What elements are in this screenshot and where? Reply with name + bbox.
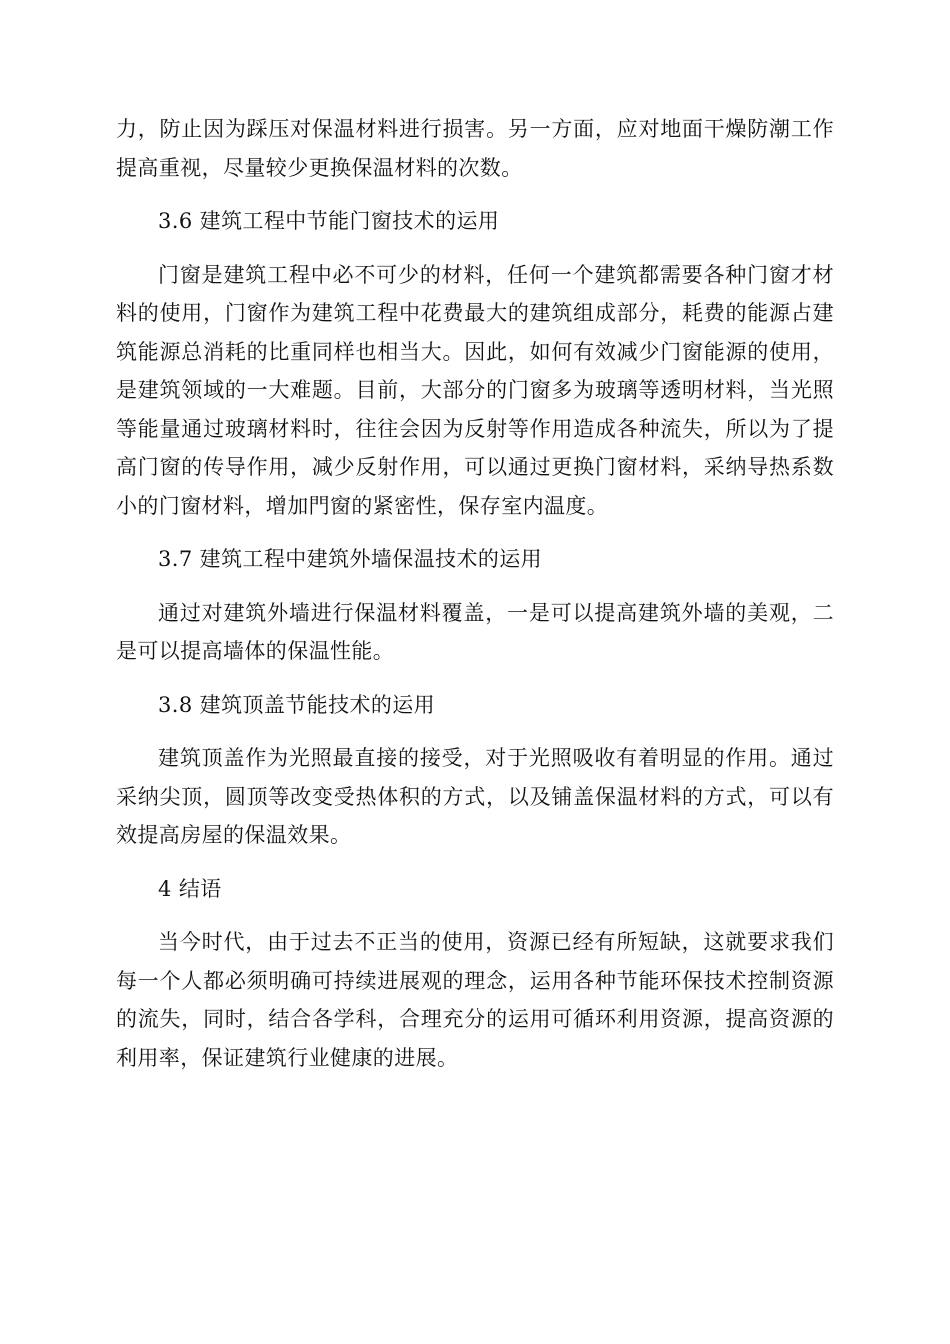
paragraph-exterior-wall: 通过对建筑外墙进行保温材料覆盖，一是可以提高建筑外墙的美观，二是可以提高墙体的保温性能。 bbox=[116, 600, 834, 663]
section-heading-3-6: 3.6 建筑工程中节能门窗技术的运用 bbox=[158, 209, 500, 233]
section-heading-3-8: 3.8 建筑顶盖节能技术的运用 bbox=[158, 692, 436, 717]
paragraph-conclusion: 当今时代，由于过去不正当的使用，资源已经有所短缺，这就要求我们每一个人都必须明确可持续进展观的理念，运用各种节能环保技术控制资源的流失，同时，结合各学科，合理充分的运用可循环利用资源，提高资源的利用率，保证建筑行业健康的进展。 bbox=[116, 930, 834, 1070]
paragraph-continuation: 力，防止因为踩压对保温材料进行损害。另一方面，应对地面干燥防潮工作提高重视，尽量较少更换保温材料的次数。 bbox=[116, 117, 834, 180]
paragraph-roof: 建筑顶盖作为光照最直接的接受，对于光照吸收有着明显的作用。通过采纳尖顶，圆顶等改变受热体积的方式，以及铺盖保温材料的方式，可以有效提高房屋的保温效果。 bbox=[116, 746, 834, 847]
section-heading-4: 4 结语 bbox=[158, 876, 222, 901]
paragraph-doors-windows: 门窗是建筑工程中必不可少的材料，任何一个建筑都需要各种门窗才材料的使用，门窗作为建筑工程中花费最大的建筑组成部分，耗费的能源占建筑能源总消耗的比重同样也相当大。因此，如何有效减少门窗能源的使用，是建筑领域的一大难题。目前，大部分的门窗多为玻璃等透明材料，当光照等能量通过玻璃材料时，往往会因为反射等作用造成各种流失，所以为了提高门窗的传导作用，减少反射作用，可以通过更换门窗材料，采纳导热系数小的门窗材料，增加門窗的紧密性，保存室内温度。 bbox=[116, 262, 834, 518]
section-heading-3-7: 3.7 建筑工程中建筑外墙保温技术的运用 bbox=[158, 547, 543, 571]
document-body bbox=[116, 110, 834, 1092]
